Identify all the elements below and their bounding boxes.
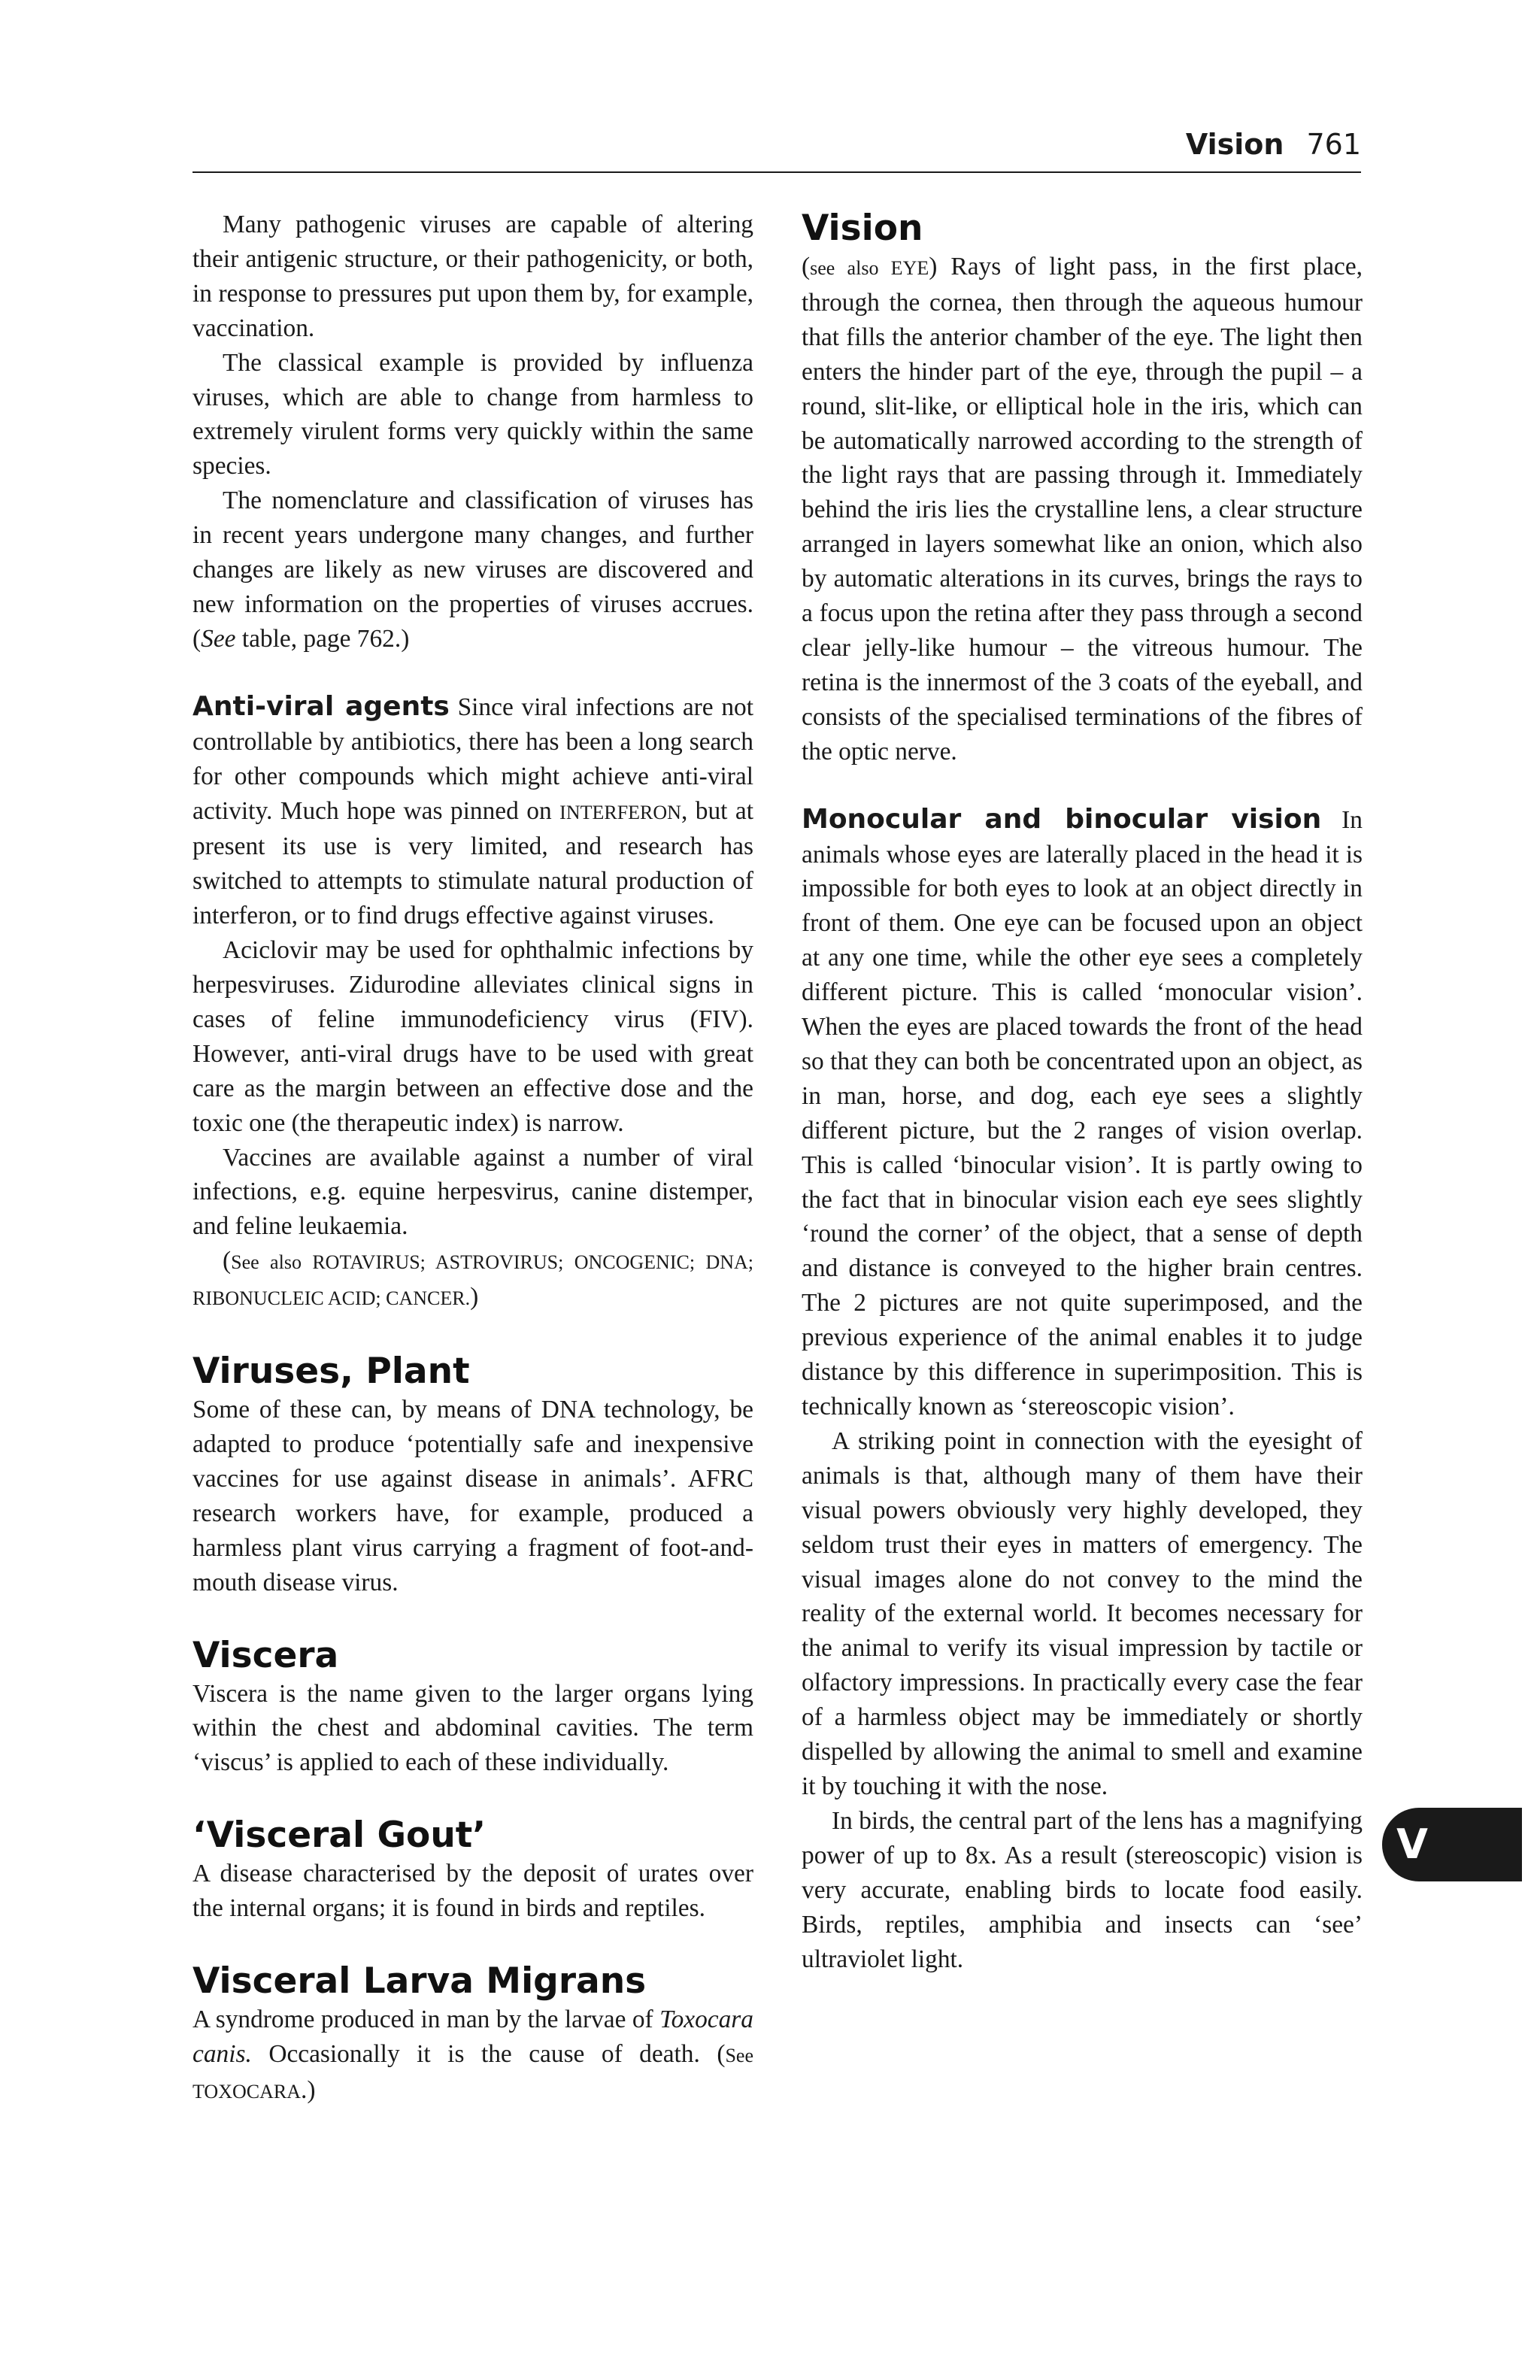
page-number: 761 bbox=[1306, 128, 1361, 161]
vision-text: ) Rays of light pass, in the first place, through the cornea, then through the aqueous humour that fills the anterior chamber of the eye. The light then enters the hinder part of the eye, through the pupil – a round, slit-like, or elliptical hole in the iris, which can be automatically narrowed according to the strength of the light rays that are passing through it. Immediately behind the iris lies the crystalline lens, a clear structure arranged in layers somewhat like an onion, which also by automatic alterations in its curves, brings the rays to a focus upon the retina after they pass through a second clear jelly-like humour – the vitreous humour. The retina is the innermost of the 3 coats of the eyeball, and consists of the specialised terminations of the fibres of the optic nerve. bbox=[802, 253, 1363, 766]
heading-visceral-gout: ‘Visceral Gout’ bbox=[192, 1815, 487, 1857]
header-right bbox=[1186, 123, 1361, 165]
paragraph-see-also bbox=[192, 1244, 753, 1316]
paragraph-nomenclature bbox=[192, 484, 753, 656]
paragraph-antigenic-change: Many pathogenic viruses are capable of altering their antigenic structure, or their pathogenicity, or both, in response to pressures put upon them by, for example, vaccination. bbox=[192, 211, 753, 342]
eye-cross-reference: EYE bbox=[878, 257, 929, 279]
paragraph-aciclovir: Aciclovir may be used for ophthalmic infections by herpesviruses. Zidurodine alleviates clinical signs in cases of feline immunodeficiency virus (FIV). However, anti-viral drugs have to be used with great care as the margin between an effective dose and the toxic one (the therapeutic index) is narrow. bbox=[192, 936, 753, 1137]
toxocara-cross-reference: TOXOCARA bbox=[192, 2080, 301, 2103]
section-tab-letter: V bbox=[1396, 1821, 1428, 1868]
paragraph-birds: In birds, the central part of the lens has a magnifying power of up to 8x. As a result (stereoscopic) vision is very accurate, enabling birds to locate food easily. Birds, reptiles, amphibia and insects can ‘see’ ultraviolet light. bbox=[802, 1806, 1363, 1973]
paragraph-visceral-gout: A disease characterised by the deposit of urates over the internal organs; it is found in birds and reptiles. bbox=[192, 1860, 753, 1923]
vision-open: ( bbox=[802, 253, 811, 280]
left-column bbox=[192, 208, 753, 2109]
vlm-text-a: A syndrome produced in man by the larvae of bbox=[192, 2006, 660, 2034]
heading-vision: Vision bbox=[802, 208, 923, 249]
see-also-references: ROTAVIRUS; ASTROVIRUS; ONCOGENIC; DNA; RIBONUCLEIC ACID; CANCER. bbox=[192, 1251, 753, 1310]
vision-see-also-label: see also bbox=[810, 257, 879, 279]
paragraph-striking-point: A striking point in connection with the eyesight of animals is that, although many of them have their visual powers obviously very highly developed, they seldom trust their eyes in matters of emergency. The visual images alone do not convey to the mind the reality of the external world. It becomes necessary for the animal to verify its visual impression by tactile or olfactory impressions. In practically every case the fear of a harmless object may be immediately or shortly dispelled by allowing the animal to smell and examine it by touching it with the nose. bbox=[802, 1426, 1363, 1800]
see-also-close: ) bbox=[470, 1283, 479, 1311]
paragraph-anti-viral-agents bbox=[192, 690, 753, 933]
paragraph-monocular-binocular bbox=[802, 802, 1363, 1424]
paragraph-visceral-larva-migrans bbox=[192, 2003, 753, 2109]
nomenclature-text: The nomenclature and classification of viruses has in recent years undergone many changes, and further changes are likely as new viruses are discovered and new information on the properties of viruses accrues. ( bbox=[192, 487, 753, 653]
paragraph-influenza-example: The classical example is provided by influenza viruses, which are able to change from harmless to extremely virulent forms very quickly within the same species. bbox=[192, 348, 753, 481]
heading-viruses-plant: Viruses, Plant bbox=[192, 1351, 470, 1393]
see-italic: See bbox=[201, 624, 236, 653]
paragraph-viruses-plant: Some of these can, by means of DNA technology, be adapted to produce ‘potentially safe and inexpensive vaccines for use against disease in animals’. AFRC research workers have, for example, produced a harmless plant virus carrying a fragment of foot-and-mouth disease virus. bbox=[192, 1396, 753, 1596]
page-header bbox=[192, 123, 1361, 173]
monocular-text: In animals whose eyes are laterally placed in the head it is impossible for both eyes to look at an object directly in front of them. One eye can be focused upon an object at any one time, while the other eye sees a completely different picture. This is called ‘monocular vision’. When the eyes are placed towards the front of the head so that they can both be concentrated upon an object, as in man, horse, and dog, each eye sees a slightly different picture, but the 2 ranges of vision overlap. This is called ‘binocular vision’. It is partly owing to the fact that in binocular vision each eye sees slightly ‘round the corner’ of the object, that a sense of depth and distance is conveyed to the higher brain centres. The 2 pictures are not quite superimposed, and the previous experience of the animal enables it to judge distance by this difference in superimposition. This is technically known as ‘stereoscopic vision’. bbox=[802, 805, 1363, 1420]
heading-visceral-larva-migrans: Visceral Larva Migrans bbox=[192, 1960, 647, 2003]
paragraph-vision bbox=[802, 250, 1363, 769]
paragraph-viscera: Viscera is the name given to the larger organs lying within the chest and abdominal cavities. The term ‘viscus’ is applied to each of these individually. bbox=[192, 1679, 753, 1777]
interferon-cross-reference: INTERFERON bbox=[559, 801, 681, 823]
anti-viral-text-a: Since viral infections are not controllable by antibiotics, there has been a long search for other compounds which might achieve anti-viral activity. Much hope was pinned on bbox=[192, 693, 753, 825]
right-column bbox=[802, 208, 1363, 1976]
heading-viscera: Viscera bbox=[192, 1634, 339, 1676]
toxocara-italic: Toxocara canis. bbox=[192, 2006, 753, 2068]
running-head: Vision bbox=[1185, 128, 1284, 161]
nomenclature-table-ref: table, page 762.) bbox=[235, 624, 410, 653]
vlm-text-b: Occasionally it is the cause of death. ( bbox=[251, 2039, 726, 2068]
anti-viral-text-b: , but at present its use is very limited, and research has switched to attempts to stimulate natural production of interferon, or to find drugs effective against viruses. bbox=[192, 796, 753, 930]
subheading-monocular-binocular: Monocular and binocular vision bbox=[802, 803, 1322, 835]
see-also-open: ( bbox=[223, 1247, 232, 1275]
vlm-close: .) bbox=[300, 2075, 316, 2104]
subheading-anti-viral-agents: Anti-viral agents bbox=[192, 690, 450, 722]
vlm-see-label: See bbox=[725, 2044, 753, 2066]
see-also-label: See also bbox=[231, 1251, 302, 1274]
paragraph-vaccines: Vaccines are available against a number of viral infections, e.g. equine herpesvirus, canine distemper, and feline leukaemia. bbox=[192, 1143, 753, 1241]
